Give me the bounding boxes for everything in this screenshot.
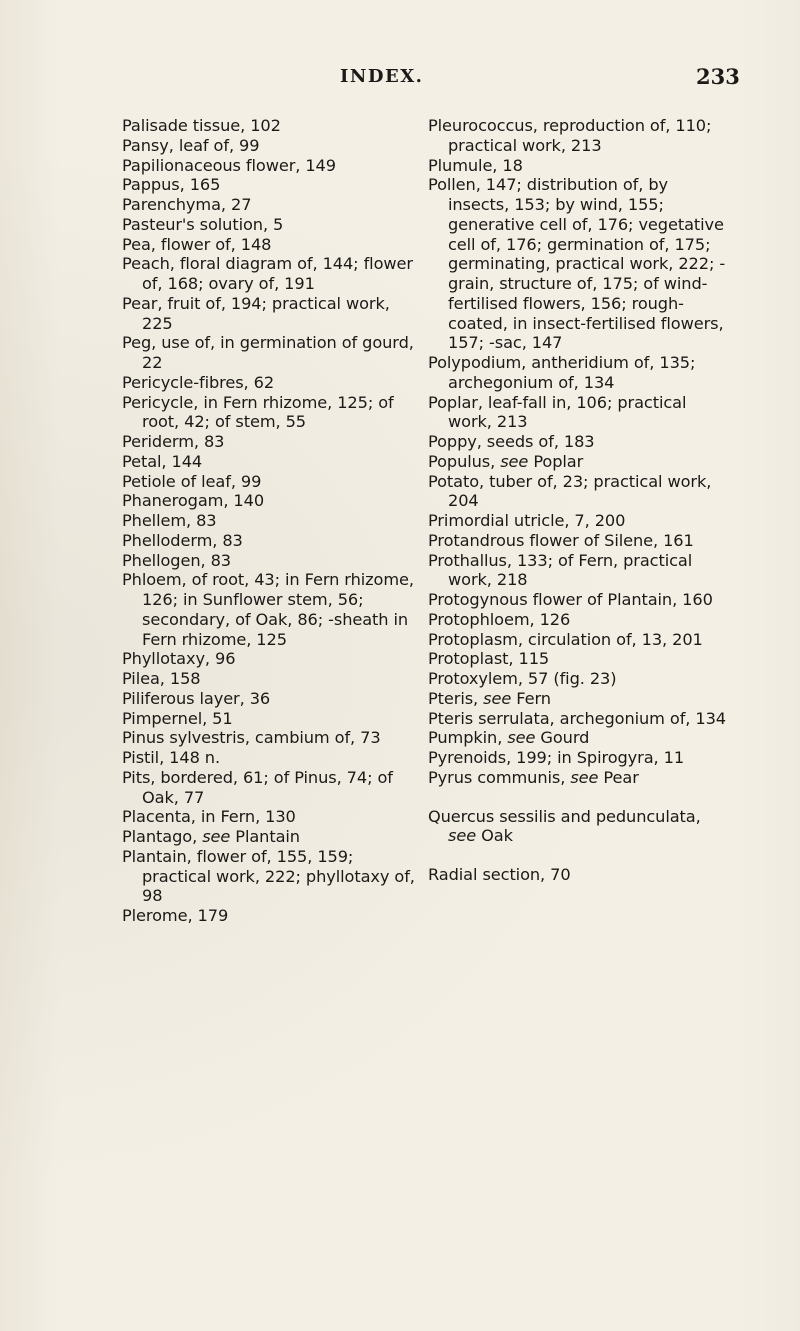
index-entry: Plantago, see Plantain: [122, 827, 300, 846]
index-entry: Plantain, flower of, 155, 159; practical work, 222; phyllotaxy of, 98: [122, 846, 415, 906]
index-entry: Phanerogam, 140: [122, 491, 265, 511]
index-entry: Pinus sylvestris, cambium of, 73: [122, 728, 381, 748]
index-entry: Pansy, leaf of, 99: [122, 135, 260, 155]
index-entry: Protoplast, 115: [428, 649, 550, 669]
index-entry: Phellogen, 83: [122, 550, 231, 570]
index-entry: Pericycle, in Fern rhizome, 125; of root, 42; of stem, 55: [122, 392, 394, 432]
index-entry: Quercus sessilis and pedunculata, see Oak: [428, 806, 701, 846]
index-entry: Phelloderm, 83: [122, 530, 243, 550]
index-entry: Poplar, leaf-fall in, 106; practical work, 213: [428, 392, 687, 432]
index-entry: Polypodium, antheridium of, 135; archegonium of, 134: [428, 353, 696, 392]
index-entry: Phloem, of root, 43; in Fern rhizome, 126; in Sunflower stem, 56; secondary, of Oak, 86; -sheath in Fern rhizome, 125: [122, 570, 414, 649]
index-entry: Pericycle-fibres, 62: [122, 372, 275, 392]
index-entry: Primordial utricle, 7, 200: [428, 511, 626, 530]
index-entry: Protoxylem, 57 (fig. 23): [428, 669, 617, 688]
page-header: [0, 66, 800, 90]
index-entry: Petal, 144: [122, 451, 203, 471]
index-entry: Peg, use of, in germination of gourd, 22: [122, 333, 414, 372]
index-entry: Pilea, 158: [122, 669, 201, 688]
index-entry: Palisade tissue, 102: [122, 116, 281, 135]
index-entry: Protophloem, 126: [428, 609, 571, 629]
index-entry: Pasteur's solution, 5: [122, 214, 284, 234]
index-entry: Pea, flower of, 148: [122, 234, 272, 254]
index-entry: Phellem, 83: [122, 511, 217, 530]
index-entry: Pollen, 147; distribution of, by insects, 153; by wind, 155; generative cell of, 176; vegetative cell of, 176; germination of, 175; germinating, practical work, 222; -grain, structure of, 175; of wind-fertilised flowers, 156; rough-coated, in insect-fertilised flowers, 157; -sac, 147: [428, 175, 726, 353]
index-entry: Petiole of leaf, 99: [122, 471, 262, 491]
index-entry: Pleurococcus, reproduction of, 110; practical work, 213: [428, 116, 712, 155]
index-entry: Pteris, see Fern: [428, 688, 551, 708]
index-entry: Pteris serrulata, archegonium of, 134: [428, 708, 726, 728]
index-entry: Peach, floral diagram of, 144; flower of, 168; ovary of, 191: [122, 254, 413, 293]
index-entry: Papilionaceous flower, 149: [122, 155, 336, 175]
page-number: 233: [696, 64, 740, 89]
index-entry: Pear, fruit of, 194; practical work, 225: [122, 293, 390, 333]
index-entry: Protogynous flower of Plantain, 160: [428, 590, 713, 609]
index-entry: Placenta, in Fern, 130: [122, 807, 296, 827]
index-entry: Parenchyma, 27: [122, 195, 252, 214]
index-entry: Protoplasm, circulation of, 13, 201: [428, 629, 703, 649]
index-column-left: [122, 116, 422, 926]
index-entry: Pimpernel, 51: [122, 708, 233, 728]
index-entry: Plerome, 179: [122, 906, 229, 925]
index-entry: Phyllotaxy, 96: [122, 649, 236, 669]
index-entry: Pistil, 148 n.: [122, 748, 221, 767]
index-entry: Pyrenoids, 199; in Spirogyra, 11: [428, 748, 685, 767]
index-entry: Plumule, 18: [428, 155, 523, 175]
index-entry: Radial section, 70: [428, 865, 571, 884]
index-column-right: [428, 116, 730, 885]
index-entry: Protandrous flower of Silene, 161: [428, 530, 694, 550]
index-entry: Pits, bordered, 61; of Pinus, 74; of Oak, 77: [122, 767, 393, 807]
index-entry: Populus, see Poplar: [428, 451, 584, 471]
index-entry: Piliferous layer, 36: [122, 688, 271, 708]
index-entry: Periderm, 83: [122, 432, 225, 451]
index-entry: Prothallus, 133; of Fern, practical work, 218: [428, 550, 693, 590]
index-entry: Pappus, 165: [122, 175, 221, 195]
index-entry: Poppy, seeds of, 183: [428, 432, 595, 451]
index-entry: Potato, tuber of, 23; practical work, 204: [428, 471, 712, 511]
index-entry: Pumpkin, see Gourd: [428, 728, 590, 748]
header-title: INDEX.: [340, 66, 424, 87]
index-entry: Pyrus communis, see Pear: [428, 767, 639, 787]
